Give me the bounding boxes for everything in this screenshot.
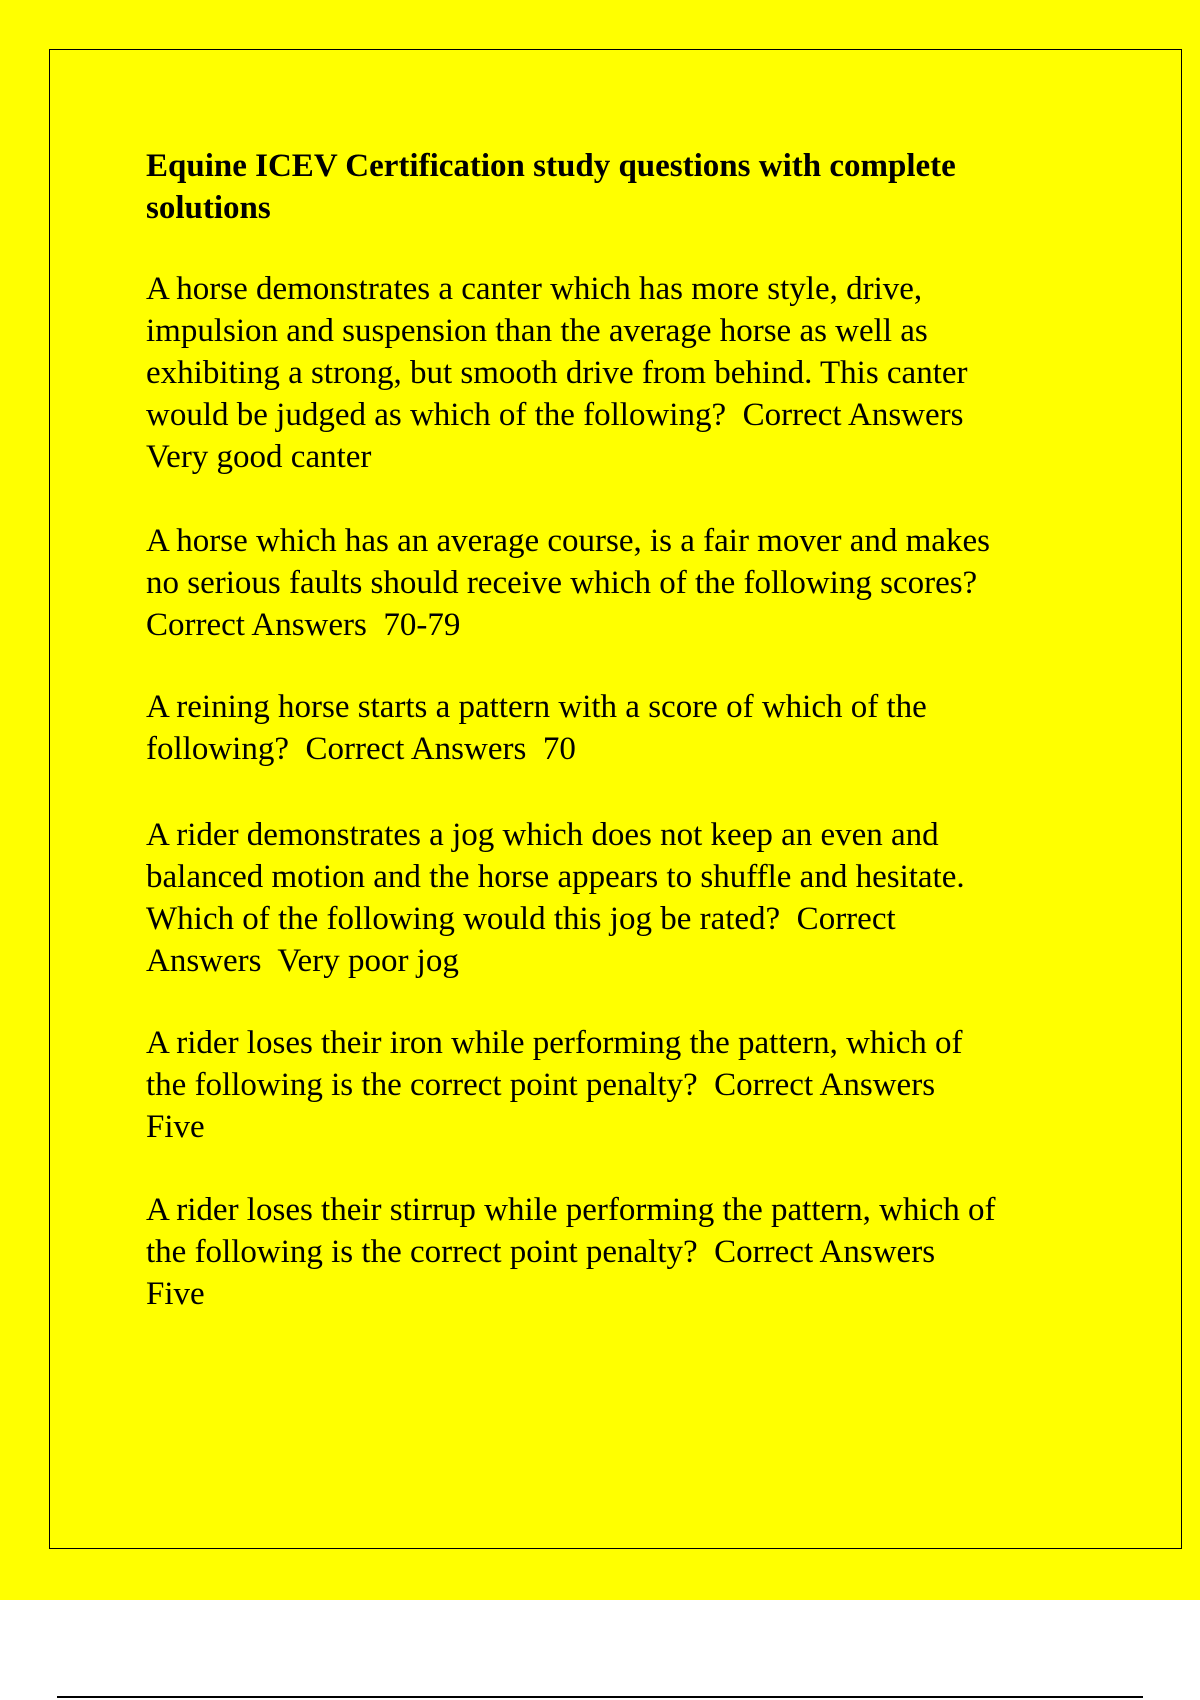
qa-line: A horse which has an average course, is a fair mover and makes bbox=[146, 523, 990, 559]
title-line-2: solutions bbox=[146, 190, 271, 226]
document-title bbox=[146, 145, 1106, 229]
qa-line: A rider demonstrates a jog which does not keep an even and bbox=[146, 817, 939, 853]
qa-line: balanced motion and the horse appears to shuffle and hesitate. bbox=[146, 859, 965, 895]
qa-line: no serious faults should receive which of the following scores? bbox=[146, 565, 978, 601]
qa-line: Correct Answers 70-79 bbox=[146, 607, 461, 643]
qa-line: A reining horse starts a pattern with a score of which of the bbox=[146, 689, 927, 725]
qa-line: A horse demonstrates a canter which has more style, drive, bbox=[146, 271, 923, 307]
qa-line: Five bbox=[146, 1109, 205, 1145]
qa-line: would be judged as which of the following? Correct Answers bbox=[146, 397, 964, 433]
qa-line: impulsion and suspension than the average horse as well as bbox=[146, 313, 928, 349]
qa-line: Five bbox=[146, 1276, 205, 1312]
qa-line: Answers Very poor jog bbox=[146, 943, 459, 979]
qa-item-2 bbox=[146, 520, 1106, 646]
qa-item-1 bbox=[146, 268, 1106, 478]
footer-divider bbox=[57, 1696, 1143, 1698]
title-line-1: Equine ICEV Certification study questions with complete bbox=[146, 148, 956, 184]
qa-line: Which of the following would this jog be rated? Correct bbox=[146, 901, 896, 937]
qa-line: Very good canter bbox=[146, 439, 372, 475]
qa-line: exhibiting a strong, but smooth drive from behind. This canter bbox=[146, 355, 968, 391]
qa-line: the following is the correct point penalty? Correct Answers bbox=[146, 1234, 936, 1270]
qa-item-4 bbox=[146, 814, 1106, 982]
qa-line: following? Correct Answers 70 bbox=[146, 731, 576, 767]
qa-line: A rider loses their iron while performing the pattern, which of bbox=[146, 1025, 963, 1061]
qa-line: A rider loses their stirrup while performing the pattern, which of bbox=[146, 1192, 996, 1228]
qa-item-5 bbox=[146, 1022, 1106, 1148]
qa-item-6 bbox=[146, 1189, 1106, 1315]
qa-item-3 bbox=[146, 686, 1106, 770]
qa-line: the following is the correct point penalty? Correct Answers bbox=[146, 1067, 936, 1103]
